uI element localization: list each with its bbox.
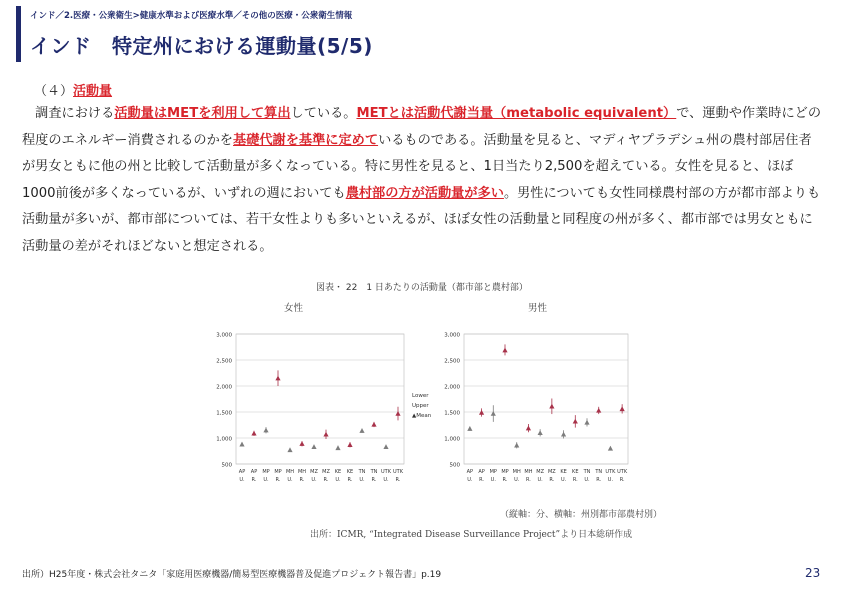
female-y-tick-label: 2,500 — [216, 358, 232, 365]
page-number: 23 — [805, 566, 821, 580]
male-x-tick-state: AP — [478, 469, 485, 475]
male-x-tick-area: R. — [502, 477, 508, 483]
male-x-tick-state: MZ — [547, 469, 556, 475]
legend-item: Lower — [412, 393, 429, 399]
header-accent-bar — [16, 6, 21, 62]
female-x-tick-area: R. — [299, 477, 305, 483]
female-y-tick-label: 2,000 — [216, 384, 232, 391]
male-y-tick-label: 2,000 — [444, 384, 460, 391]
male-x-tick-area: U. — [490, 477, 496, 483]
male-y-tick-label: 3,000 — [444, 332, 460, 339]
highlight-met-definition: METとは活動代謝当量（metabolic equivalent） — [356, 106, 677, 121]
body-text-4: いるものである。活動量を見ると、マディヤプラデシュ州の農村部居住者が男女ともに他の州と比較して活動量が多くなっている。特に男性を見ると、1日当たり2,500を超えている。女性を見ると、ほぼ1000前後が多くなっているが、いずれの週においても — [22, 132, 812, 201]
figure-source: 出所：ICMR, “Integrated Disease Surveillance Project”より日本総研作成 — [310, 530, 633, 540]
female-x-tick-area: U. — [263, 477, 269, 483]
female-x-tick-area: R. — [275, 477, 281, 483]
female-x-tick-area: U. — [383, 477, 389, 483]
section-number: （４） — [34, 84, 74, 99]
female-x-tick-state: UTK — [381, 469, 391, 475]
male-x-tick-state: KE — [572, 469, 579, 475]
section-heading — [34, 80, 112, 99]
female-x-tick-area: U. — [335, 477, 341, 483]
male-x-tick-area: U. — [537, 477, 543, 483]
axis-note: （縦軸：分、横軸：州別都市部農村別） — [500, 510, 663, 520]
male-x-tick-state: UTK — [605, 469, 616, 475]
female-x-tick-area: U. — [311, 477, 317, 483]
female-x-tick-state: MP — [262, 469, 270, 475]
male-x-tick-state: MP — [489, 469, 497, 475]
female-x-tick-area: R. — [371, 477, 377, 483]
male-x-tick-area: R. — [572, 477, 578, 483]
female-x-tick-state: TN — [370, 469, 378, 475]
female-y-tick-label: 500 — [221, 462, 232, 469]
male-x-tick-state: MH — [512, 469, 521, 475]
male-x-tick-area: R. — [549, 477, 555, 483]
activity-figure — [206, 276, 663, 546]
female-plot-area — [236, 334, 404, 464]
female-x-tick-state: MH — [297, 469, 307, 475]
breadcrumb: インド／2.医療・公衆衛生>健康水準および医療水準／その他の医療・公衆衛生情報 — [30, 11, 353, 21]
female-x-tick-state: AP — [250, 469, 258, 475]
female-x-tick-area: U. — [359, 477, 365, 483]
body-text-3: で、運動や作業時にどの程度のエネルギー消費されるのかを — [22, 106, 822, 148]
female-y-tick-label: 1,500 — [216, 410, 232, 417]
female-x-tick-state: AP — [238, 469, 246, 475]
male-x-tick-state: AP — [466, 469, 474, 475]
activity-chart-svg — [206, 276, 642, 506]
section-heading-label: 活動量 — [73, 84, 113, 99]
male-plot-area — [464, 334, 628, 464]
male-y-tick-label: 1,000 — [444, 436, 460, 443]
body-paragraph — [22, 101, 822, 260]
male-x-tick-state: KE — [560, 469, 567, 475]
legend-item: Upper — [412, 403, 429, 409]
female-x-tick-area: U. — [287, 477, 293, 483]
male-x-tick-area: R. — [619, 477, 625, 483]
female-x-tick-state: MH — [285, 469, 295, 475]
highlight-basal-metabolism: 基礎代謝を基準に定めて — [233, 132, 379, 148]
male-x-tick-state: MZ — [536, 469, 545, 475]
page-title: インド 特定州における運動量(5/5) — [30, 34, 373, 58]
male-x-tick-area: U. — [607, 477, 614, 483]
female-x-tick-state: MP — [274, 469, 282, 475]
female-y-tick-label: 3,000 — [216, 332, 232, 339]
male-y-tick-label: 1,500 — [444, 410, 460, 417]
male-x-tick-area: R. — [479, 477, 485, 483]
highlight-rural-more-active: 農村部の方が活動量が多い — [345, 185, 504, 201]
male-x-tick-area: U. — [514, 477, 520, 483]
female-x-tick-state: KE — [334, 469, 342, 475]
body-text-2: している。 — [290, 106, 357, 121]
male-y-tick-label: 2,500 — [444, 358, 460, 365]
body-text-5: 。男性についても女性同様農村部の方が都市部よりも活動量が多いが、都市部については、若干女性よりも多いといえるが、ほぼ女性の活動量と同程度の州が多く、都市部では男女ともに活動量の差がそれほどないと想定される。 — [22, 185, 821, 254]
highlight-met-calculation: 活動量はMETを利用して算出 — [114, 106, 291, 121]
body-text-1: 調査における — [22, 106, 115, 121]
footnote-source: 出所）H25年度・株式会社タニタ「家庭用医療機器/簡易型医療機器普及促進プロジェクト報告書」p.19 — [22, 570, 442, 580]
male-x-tick-area: U. — [467, 477, 473, 483]
female-chart-label: 女性 — [284, 303, 304, 314]
figure-title: 図表・ 22 1 日あたりの活動量（都市部と農村部） — [316, 283, 528, 293]
female-x-tick-area: U. — [239, 477, 245, 483]
male-x-tick-area: U. — [560, 477, 567, 483]
female-x-tick-area: R. — [323, 477, 329, 483]
male-x-tick-state: MP — [501, 469, 509, 475]
female-x-tick-state: KE — [346, 469, 354, 475]
male-chart-label: 男性 — [528, 303, 548, 314]
male-x-tick-state: TN — [583, 469, 591, 475]
male-x-tick-state: TN — [595, 469, 603, 475]
female-x-tick-area: R. — [347, 477, 353, 483]
female-x-tick-area: R. — [395, 477, 401, 483]
female-y-tick-label: 1,000 — [216, 436, 232, 443]
female-x-tick-state: MZ — [322, 469, 330, 475]
male-x-tick-area: R. — [525, 477, 531, 483]
female-x-tick-state: MZ — [310, 469, 318, 475]
male-x-tick-state: UTK — [617, 469, 628, 475]
male-x-tick-area: R. — [596, 477, 602, 483]
male-x-tick-area: U. — [584, 477, 590, 483]
legend-item: ▲Mean — [412, 413, 432, 419]
male-y-tick-label: 500 — [449, 462, 460, 469]
female-x-tick-area: R. — [251, 477, 257, 483]
female-x-tick-state: UTK — [393, 469, 403, 475]
male-x-tick-state: MH — [524, 469, 533, 475]
female-x-tick-state: TN — [358, 469, 366, 475]
